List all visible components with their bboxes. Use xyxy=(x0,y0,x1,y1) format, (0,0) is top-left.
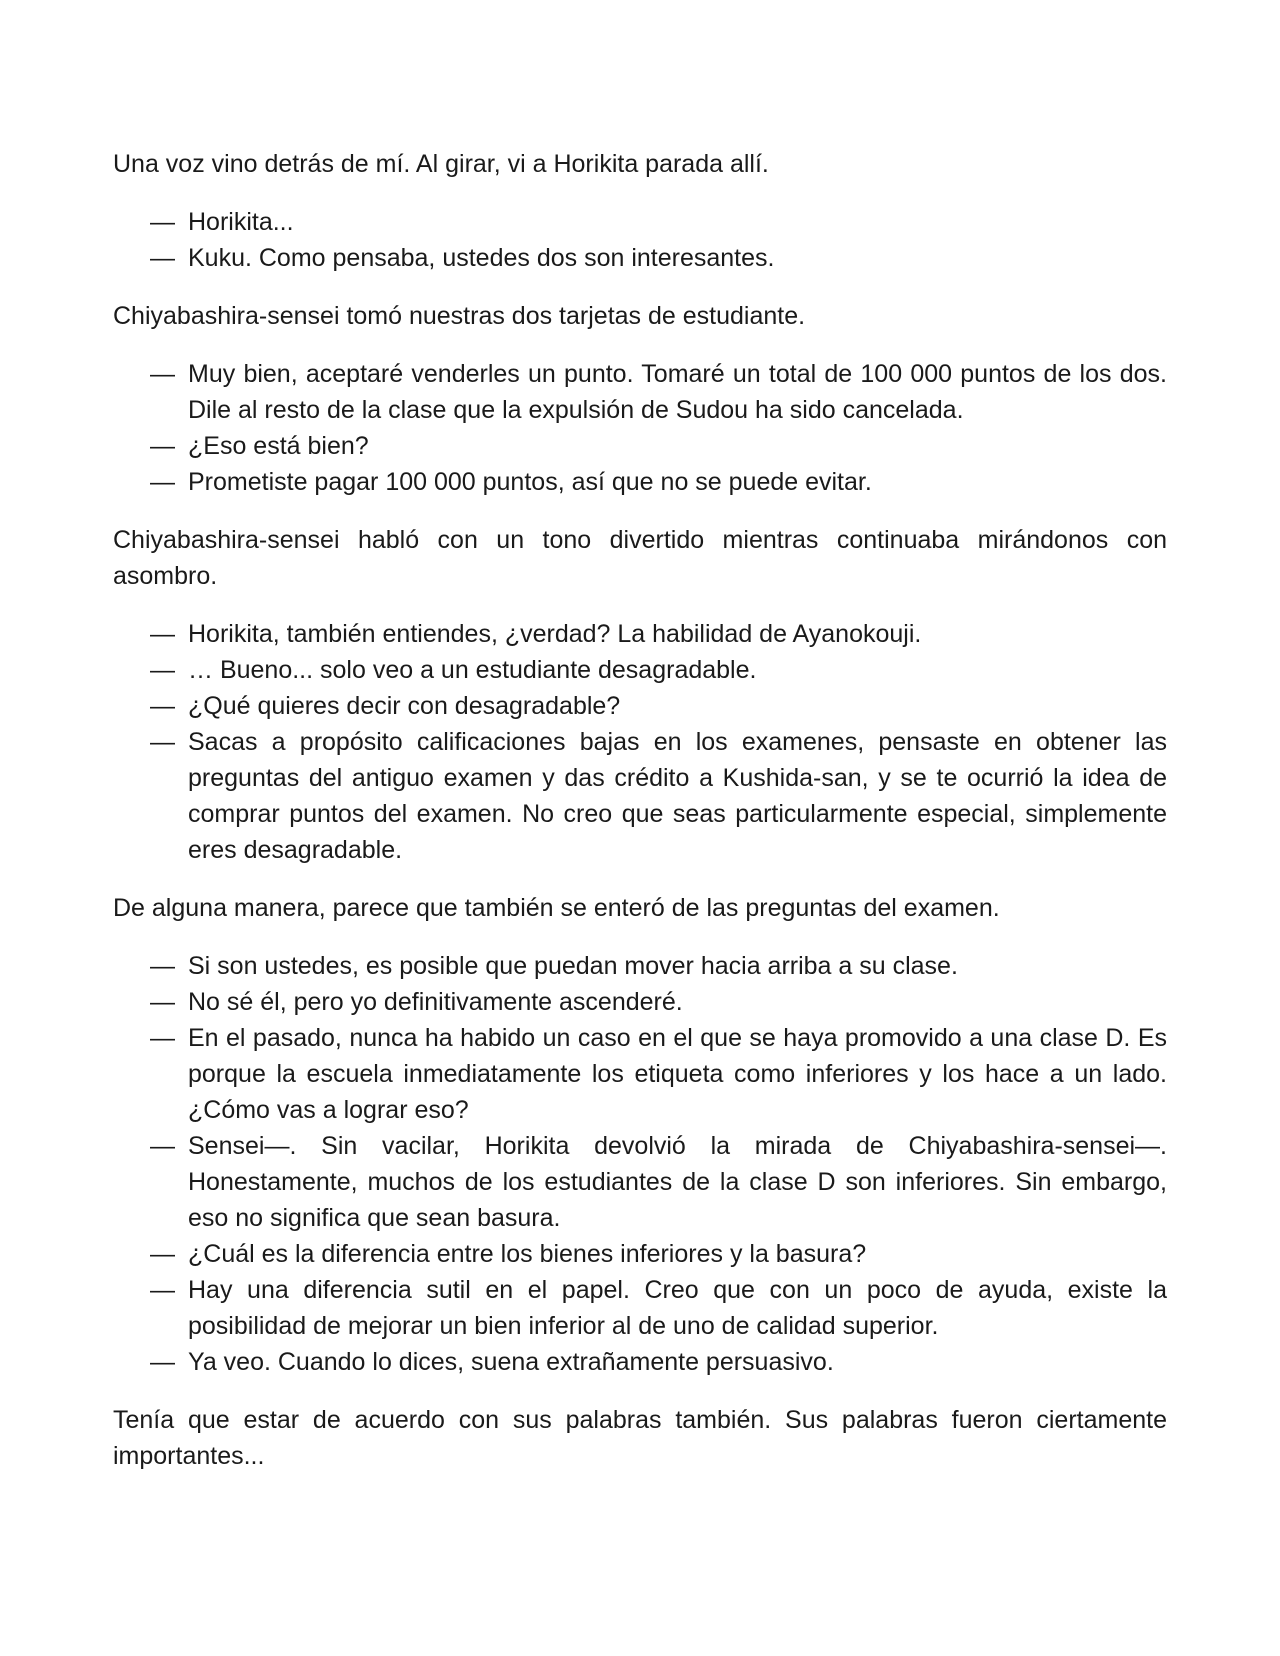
dialogue-line xyxy=(113,356,1167,428)
dialogue-line xyxy=(113,948,1167,984)
paragraph: Chiyabashira-sensei habló con un tono divertido mientras continuaba mirándonos con asombro. xyxy=(113,526,1167,590)
dialogue-line xyxy=(113,652,1167,688)
dialogue-block xyxy=(113,204,1167,276)
dialogue-text: ¿Cuál es la diferencia entre los bienes inferiores y la basura? xyxy=(188,1240,867,1268)
dialogue-line xyxy=(113,428,1167,464)
paragraph: De alguna manera, parece que también se enteró de las preguntas del examen. xyxy=(113,894,1000,922)
dialogue-line xyxy=(113,724,1167,868)
dialogue-line xyxy=(113,1272,1167,1344)
em-dash: — xyxy=(150,360,175,388)
dialogue-text: Horikita... xyxy=(188,208,294,236)
em-dash: — xyxy=(150,620,175,648)
dialogue-block xyxy=(113,948,1167,1380)
dialogue-line xyxy=(113,688,1167,724)
document-page xyxy=(113,146,1167,1496)
dialogue-text: Sacas a propósito calificaciones bajas en los examenes, pensaste en obtener las preguntas del antiguo examen y das crédito a Kushida-san, y se te ocurrió la idea de comprar puntos del examen. No creo que seas particularmente especial, simplemente eres desagradable. xyxy=(188,728,1167,864)
em-dash: — xyxy=(150,432,175,460)
dialogue-line xyxy=(113,984,1167,1020)
dialogue-text: Si son ustedes, es posible que puedan mover hacia arriba a su clase. xyxy=(188,952,958,980)
em-dash: — xyxy=(150,1024,175,1052)
dialogue-line xyxy=(113,464,1167,500)
dialogue-line xyxy=(113,1020,1167,1128)
dialogue-text: Kuku. Como pensaba, ustedes dos son interesantes. xyxy=(188,244,775,272)
paragraph: Chiyabashira-sensei tomó nuestras dos tarjetas de estudiante. xyxy=(113,302,806,330)
paragraph: Una voz vino detrás de mí. Al girar, vi a Horikita parada allí. xyxy=(113,150,769,178)
dialogue-line xyxy=(113,1344,1167,1380)
em-dash: — xyxy=(150,208,175,236)
dialogue-line xyxy=(113,1128,1167,1236)
em-dash: — xyxy=(150,1276,175,1304)
em-dash: — xyxy=(150,1132,175,1160)
dialogue-text: ¿Eso está bien? xyxy=(188,432,369,460)
em-dash: — xyxy=(150,1348,175,1376)
dialogue-text: Hay una diferencia sutil en el papel. Creo que con un poco de ayuda, existe la posibilidad de mejorar un bien inferior al de uno de calidad superior. xyxy=(188,1276,1167,1340)
dialogue-text: No sé él, pero yo definitivamente ascenderé. xyxy=(188,988,683,1016)
dialogue-text: Horikita, también entiendes, ¿verdad? La habilidad de Ayanokouji. xyxy=(188,620,922,648)
dialogue-text: Sensei—. Sin vacilar, Horikita devolvió la mirada de Chiyabashira-sensei—. Honestamente, muchos de los estudiantes de la clase D son inferiores. Sin embargo, eso no significa que sean basura. xyxy=(188,1132,1167,1232)
em-dash: — xyxy=(150,988,175,1016)
dialogue-text: Ya veo. Cuando lo dices, suena extrañamente persuasivo. xyxy=(188,1348,834,1376)
dialogue-text: Prometiste pagar 100 000 puntos, así que no se puede evitar. xyxy=(188,468,872,496)
em-dash: — xyxy=(150,1240,175,1268)
dialogue-text: Muy bien, aceptaré venderles un punto. Tomaré un total de 100 000 puntos de los dos. Dile al resto de la clase que la expulsión de Sudou ha sido cancelada. xyxy=(188,360,1167,424)
em-dash: — xyxy=(150,468,175,496)
dialogue-text: ¿Qué quieres decir con desagradable? xyxy=(188,692,621,720)
paragraph: Tenía que estar de acuerdo con sus palabras también. Sus palabras fueron ciertamente importantes... xyxy=(113,1406,1167,1470)
dialogue-block xyxy=(113,616,1167,868)
dialogue-line xyxy=(113,1236,1167,1272)
em-dash: — xyxy=(150,244,175,272)
dialogue-line xyxy=(113,616,1167,652)
dialogue-text: En el pasado, nunca ha habido un caso en el que se haya promovido a una clase D. Es porque la escuela inmediatamente los etiqueta como inferiores y los hace a un lado. ¿Cómo vas a lograr eso? xyxy=(188,1024,1167,1124)
dialogue-text: … Bueno... solo veo a un estudiante desagradable. xyxy=(188,656,757,684)
em-dash: — xyxy=(150,728,175,756)
em-dash: — xyxy=(150,692,175,720)
dialogue-line xyxy=(113,204,1167,240)
em-dash: — xyxy=(150,656,175,684)
dialogue-block xyxy=(113,356,1167,500)
em-dash: — xyxy=(150,952,175,980)
dialogue-line xyxy=(113,240,1167,276)
